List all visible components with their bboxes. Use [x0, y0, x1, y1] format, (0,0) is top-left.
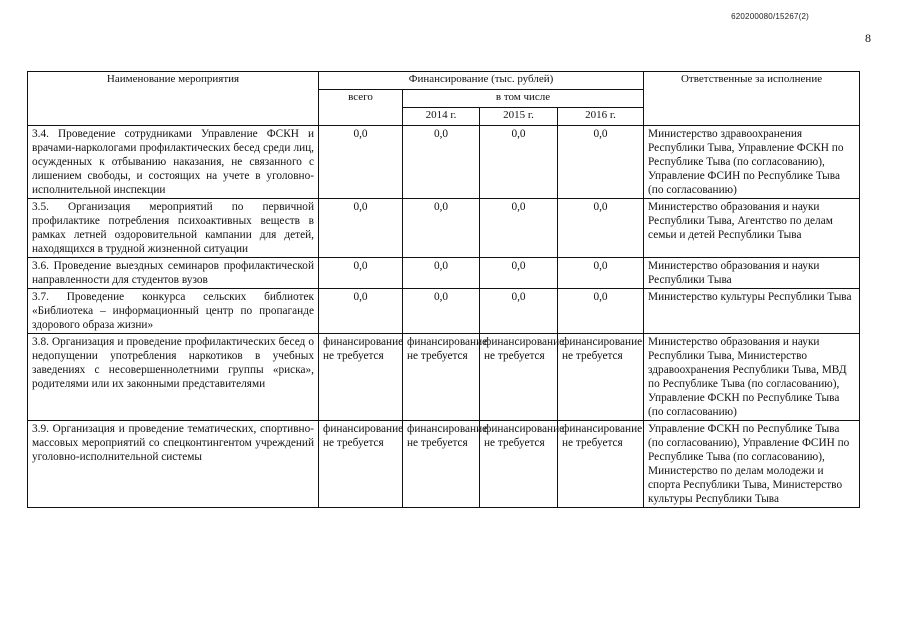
row-2015: финансирование не требуется — [480, 334, 558, 421]
row-2016: 0,0 — [558, 289, 644, 334]
row-2014: 0,0 — [403, 126, 480, 199]
row-2015: 0,0 — [480, 199, 558, 258]
table-row — [28, 126, 860, 199]
header-total: всего — [319, 90, 403, 126]
row-responsible: Министерство образования и науки Республики Тыва — [644, 258, 860, 289]
header-2014: 2014 г. — [403, 108, 480, 126]
header-financing: Финансирование (тыс. рублей) — [319, 72, 644, 90]
row-total: 0,0 — [319, 289, 403, 334]
row-name: 3.7. Проведение конкурса сельских библиотек «Библиотека – информационный центр по пропаганде здорового образа жизни» — [28, 289, 319, 334]
row-total: финансирование не требуется — [319, 334, 403, 421]
row-2014: финансирование не требуется — [403, 334, 480, 421]
row-name: 3.4. Проведение сотрудниками Управление ФСКН и врачами-наркологами профилактических бесед среди лиц, осужденных к отбыванию наказания, не связанного с лишением свободы, и состоящих на учете в уголовно-исполнительной инспекции — [28, 126, 319, 199]
row-2015: финансирование не требуется — [480, 421, 558, 508]
row-responsible: Министерство образования и науки Республики Тыва, Агентство по делам семьи и детей Республики Тыва — [644, 199, 860, 258]
program-table — [27, 71, 860, 508]
table-row — [28, 258, 860, 289]
row-2016: 0,0 — [558, 126, 644, 199]
page-number: 8 — [865, 31, 871, 45]
row-2016: финансирование не требуется — [558, 334, 644, 421]
header-responsible: Ответственные за исполнение — [644, 72, 860, 126]
table-row — [28, 199, 860, 258]
row-responsible: Министерство здравоохранения Республики Тыва, Управление ФСКН по Республике Тыва (по согласованию), Управление ФСИН по Республике Тыва (по согласованию) — [644, 126, 860, 199]
row-total: 0,0 — [319, 199, 403, 258]
row-responsible: Министерство образования и науки Республики Тыва, Министерство здравоохранения Республики Тыва, МВД по Республике Тыва (по согласованию), Управление ФСКН по Республике Тыва (по согласованию) — [644, 334, 860, 421]
row-2015: 0,0 — [480, 126, 558, 199]
header-name: Наименование мероприятия — [28, 72, 319, 126]
row-2014: 0,0 — [403, 289, 480, 334]
row-total: 0,0 — [319, 126, 403, 199]
row-total: финансирование не требуется — [319, 421, 403, 508]
row-2015: 0,0 — [480, 289, 558, 334]
document-id: 620200080/15267(2) — [731, 12, 809, 21]
header-2015: 2015 г. — [480, 108, 558, 126]
row-2015: 0,0 — [480, 258, 558, 289]
table-row — [28, 289, 860, 334]
row-2014: финансирование не требуется — [403, 421, 480, 508]
row-total: 0,0 — [319, 258, 403, 289]
row-responsible: Министерство культуры Республики Тыва — [644, 289, 860, 334]
header-including: в том числе — [403, 90, 644, 108]
row-responsible: Управление ФСКН по Республике Тыва (по согласованию), Управление ФСИН по Республике Тыва (по согласованию), Министерство по делам молодежи и спорта Республики Тыва, Министерство культуры Республики Тыва — [644, 421, 860, 508]
header-2016: 2016 г. — [558, 108, 644, 126]
row-name: 3.8. Организация и проведение профилактических бесед о недопущении употребления наркотиков в учебных заведениях с несовершеннолетними группы «риска», родителями или их законными представителями — [28, 334, 319, 421]
table-row — [28, 334, 860, 421]
row-2014: 0,0 — [403, 258, 480, 289]
table-row — [28, 421, 860, 508]
row-name: 3.5. Организация мероприятий по первичной профилактике потребления психоактивных веществ в рамках летней оздоровительной кампании для детей, находящихся в трудной жизненной ситуации — [28, 199, 319, 258]
row-2016: 0,0 — [558, 258, 644, 289]
row-name: 3.9. Организация и проведение тематических, спортивно-массовых мероприятий со спецконтингентом учреждений уголовно-исполнительной системы — [28, 421, 319, 508]
row-2016: финансирование не требуется — [558, 421, 644, 508]
row-2016: 0,0 — [558, 199, 644, 258]
row-name: 3.6. Проведение выездных семинаров профилактической направленности для студентов вузов — [28, 258, 319, 289]
row-2014: 0,0 — [403, 199, 480, 258]
